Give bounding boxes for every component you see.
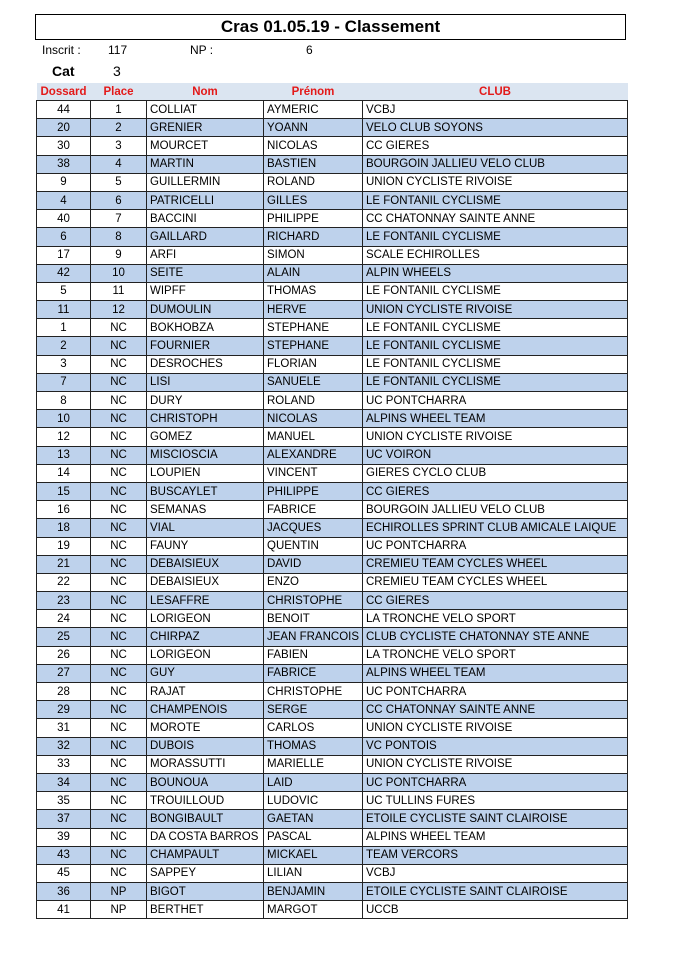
nom-cell: ARFI xyxy=(147,246,264,264)
club-cell: UNION CYCLISTE RIVOISE xyxy=(363,428,628,446)
place-cell: NC xyxy=(91,737,147,755)
club-cell: LA TRONCHE VELO SPORT xyxy=(363,610,628,628)
table-row xyxy=(37,555,628,573)
prenom-cell: THOMAS xyxy=(264,282,363,300)
dossard-cell: 19 xyxy=(37,537,91,555)
nom-cell: WIPFF xyxy=(147,282,264,300)
nom-cell: BACCINI xyxy=(147,210,264,228)
dossard-cell: 32 xyxy=(37,737,91,755)
table-row xyxy=(37,228,628,246)
prenom-cell: MANUEL xyxy=(264,428,363,446)
header-dossard: Dossard xyxy=(37,83,91,101)
prenom-cell: BENJAMIN xyxy=(264,883,363,901)
dossard-cell: 4 xyxy=(37,191,91,209)
table-row xyxy=(37,155,628,173)
dossard-cell: 27 xyxy=(37,664,91,682)
club-cell: LE FONTANIL CYCLISME xyxy=(363,337,628,355)
club-cell: ECHIROLLES SPRINT CLUB AMICALE LAIQUE xyxy=(363,519,628,537)
nom-cell: SAPPEY xyxy=(147,864,264,882)
prenom-cell: YOANN xyxy=(264,119,363,137)
prenom-cell: STEPHANE xyxy=(264,337,363,355)
table-row xyxy=(37,537,628,555)
nom-cell: DESROCHES xyxy=(147,355,264,373)
prenom-cell: STEPHANE xyxy=(264,319,363,337)
dossard-cell: 2 xyxy=(37,337,91,355)
header-place: Place xyxy=(91,83,147,101)
dossard-cell: 44 xyxy=(37,101,91,119)
nom-cell: SEITE xyxy=(147,264,264,282)
prenom-cell: GILLES xyxy=(264,191,363,209)
table-row xyxy=(37,373,628,391)
header-prenom: Prénom xyxy=(264,83,363,101)
table-row xyxy=(37,264,628,282)
club-cell: VCBJ xyxy=(363,864,628,882)
prenom-cell: NICOLAS xyxy=(264,410,363,428)
table-row xyxy=(37,773,628,791)
prenom-cell: PHILIPPE xyxy=(264,210,363,228)
prenom-cell: BENOIT xyxy=(264,610,363,628)
prenom-cell: FABRICE xyxy=(264,501,363,519)
place-cell: 7 xyxy=(91,210,147,228)
prenom-cell: CARLOS xyxy=(264,719,363,737)
nom-cell: MISCIOSCIA xyxy=(147,446,264,464)
nom-cell: GAILLARD xyxy=(147,228,264,246)
table-row xyxy=(37,355,628,373)
prenom-cell: SANUELE xyxy=(264,373,363,391)
dossard-cell: 18 xyxy=(37,519,91,537)
place-cell: NC xyxy=(91,755,147,773)
dossard-cell: 22 xyxy=(37,573,91,591)
place-cell: 6 xyxy=(91,191,147,209)
table-row xyxy=(37,755,628,773)
dossard-cell: 40 xyxy=(37,210,91,228)
dossard-cell: 41 xyxy=(37,901,91,919)
results-body xyxy=(37,101,628,919)
dossard-cell: 21 xyxy=(37,555,91,573)
dossard-cell: 14 xyxy=(37,464,91,482)
inscrit-label: Inscrit : xyxy=(42,43,81,57)
table-row xyxy=(37,482,628,500)
nom-cell: GUY xyxy=(147,664,264,682)
nom-cell: DURY xyxy=(147,392,264,410)
nom-cell: LOUPIEN xyxy=(147,464,264,482)
dossard-cell: 7 xyxy=(37,373,91,391)
prenom-cell: ALAIN xyxy=(264,264,363,282)
table-row xyxy=(37,810,628,828)
club-cell: CC GIERES xyxy=(363,592,628,610)
dossard-cell: 15 xyxy=(37,482,91,500)
nom-cell: BERTHET xyxy=(147,901,264,919)
table-row xyxy=(37,592,628,610)
dossard-cell: 34 xyxy=(37,773,91,791)
table-row xyxy=(37,646,628,664)
prenom-cell: JEAN FRANCOIS xyxy=(264,628,363,646)
club-cell: ALPIN WHEELS xyxy=(363,264,628,282)
prenom-cell: MARIELLE xyxy=(264,755,363,773)
club-cell: ALPINS WHEEL TEAM xyxy=(363,828,628,846)
place-cell: 11 xyxy=(91,282,147,300)
club-cell: UNION CYCLISTE RIVOISE xyxy=(363,755,628,773)
club-cell: UNION CYCLISTE RIVOISE xyxy=(363,173,628,191)
nom-cell: DA COSTA BARROS xyxy=(147,828,264,846)
nom-cell: SEMANAS xyxy=(147,501,264,519)
place-cell: NC xyxy=(91,319,147,337)
np-value: 6 xyxy=(306,43,313,57)
table-header-row xyxy=(37,83,628,101)
nom-cell: RAJAT xyxy=(147,683,264,701)
dossard-cell: 8 xyxy=(37,392,91,410)
prenom-cell: ALEXANDRE xyxy=(264,446,363,464)
dossard-cell: 24 xyxy=(37,610,91,628)
prenom-cell: VINCENT xyxy=(264,464,363,482)
club-cell: SCALE ECHIROLLES xyxy=(363,246,628,264)
table-row xyxy=(37,719,628,737)
dossard-cell: 10 xyxy=(37,410,91,428)
dossard-cell: 9 xyxy=(37,173,91,191)
nom-cell: CHRISTOPH xyxy=(147,410,264,428)
prenom-cell: MARGOT xyxy=(264,901,363,919)
prenom-cell: JACQUES xyxy=(264,519,363,537)
club-cell: UC TULLINS FURES xyxy=(363,792,628,810)
club-cell: TEAM VERCORS xyxy=(363,846,628,864)
club-cell: CC GIERES xyxy=(363,482,628,500)
table-row xyxy=(37,701,628,719)
nom-cell: BIGOT xyxy=(147,883,264,901)
dossard-cell: 12 xyxy=(37,428,91,446)
table-row xyxy=(37,119,628,137)
place-cell: NC xyxy=(91,592,147,610)
nom-cell: BOKHOBZA xyxy=(147,319,264,337)
club-cell: UC PONTCHARRA xyxy=(363,537,628,555)
place-cell: NC xyxy=(91,664,147,682)
place-cell: 3 xyxy=(91,137,147,155)
place-cell: NC xyxy=(91,573,147,591)
place-cell: NC xyxy=(91,537,147,555)
dossard-cell: 11 xyxy=(37,301,91,319)
place-cell: NC xyxy=(91,864,147,882)
dossard-cell: 45 xyxy=(37,864,91,882)
nom-cell: FOURNIER xyxy=(147,337,264,355)
cat-label: Cat xyxy=(52,63,75,79)
prenom-cell: FLORIAN xyxy=(264,355,363,373)
dossard-cell: 38 xyxy=(37,155,91,173)
club-cell: VCBJ xyxy=(363,101,628,119)
place-cell: NC xyxy=(91,428,147,446)
prenom-cell: SERGE xyxy=(264,701,363,719)
club-cell: CC CHATONNAY SAINTE ANNE xyxy=(363,701,628,719)
place-cell: NC xyxy=(91,373,147,391)
nom-cell: GUILLERMIN xyxy=(147,173,264,191)
prenom-cell: AYMERIC xyxy=(264,101,363,119)
club-cell: ETOILE CYCLISTE SAINT CLAIROISE xyxy=(363,810,628,828)
place-cell: NC xyxy=(91,610,147,628)
place-cell: NC xyxy=(91,792,147,810)
table-row xyxy=(37,628,628,646)
club-cell: ALPINS WHEEL TEAM xyxy=(363,664,628,682)
table-row xyxy=(37,191,628,209)
place-cell: NC xyxy=(91,810,147,828)
nom-cell: DUBOIS xyxy=(147,737,264,755)
dossard-cell: 42 xyxy=(37,264,91,282)
prenom-cell: DAVID xyxy=(264,555,363,573)
dossard-cell: 25 xyxy=(37,628,91,646)
table-row xyxy=(37,337,628,355)
nom-cell: LORIGEON xyxy=(147,646,264,664)
place-cell: NC xyxy=(91,555,147,573)
table-row xyxy=(37,901,628,919)
table-row xyxy=(37,683,628,701)
club-cell: UNION CYCLISTE RIVOISE xyxy=(363,719,628,737)
club-cell: LE FONTANIL CYCLISME xyxy=(363,191,628,209)
place-cell: NC xyxy=(91,646,147,664)
table-row xyxy=(37,101,628,119)
dossard-cell: 26 xyxy=(37,646,91,664)
prenom-cell: GAETAN xyxy=(264,810,363,828)
club-cell: UC PONTCHARRA xyxy=(363,773,628,791)
club-cell: LE FONTANIL CYCLISME xyxy=(363,319,628,337)
prenom-cell: ROLAND xyxy=(264,173,363,191)
prenom-cell: LAID xyxy=(264,773,363,791)
nom-cell: PATRICELLI xyxy=(147,191,264,209)
prenom-cell: NICOLAS xyxy=(264,137,363,155)
prenom-cell: QUENTIN xyxy=(264,537,363,555)
place-cell: NC xyxy=(91,410,147,428)
table-row xyxy=(37,301,628,319)
club-cell: LE FONTANIL CYCLISME xyxy=(363,373,628,391)
prenom-cell: PHILIPPE xyxy=(264,482,363,500)
table-row xyxy=(37,864,628,882)
header-nom: Nom xyxy=(147,83,264,101)
prenom-cell: SIMON xyxy=(264,246,363,264)
club-cell: VELO CLUB SOYONS xyxy=(363,119,628,137)
table-row xyxy=(37,883,628,901)
prenom-cell: HERVE xyxy=(264,301,363,319)
results-table xyxy=(36,83,628,919)
nom-cell: MORASSUTTI xyxy=(147,755,264,773)
place-cell: NC xyxy=(91,392,147,410)
np-label: NP : xyxy=(190,43,214,57)
club-cell: LE FONTANIL CYCLISME xyxy=(363,282,628,300)
place-cell: NP xyxy=(91,901,147,919)
nom-cell: GRENIER xyxy=(147,119,264,137)
dossard-cell: 39 xyxy=(37,828,91,846)
nom-cell: FAUNY xyxy=(147,537,264,555)
table-row xyxy=(37,737,628,755)
prenom-cell: CHRISTOPHE xyxy=(264,683,363,701)
dossard-cell: 20 xyxy=(37,119,91,137)
table-row xyxy=(37,446,628,464)
club-cell: ETOILE CYCLISTE SAINT CLAIROISE xyxy=(363,883,628,901)
table-row xyxy=(37,428,628,446)
nom-cell: LESAFFRE xyxy=(147,592,264,610)
dossard-cell: 13 xyxy=(37,446,91,464)
table-row xyxy=(37,792,628,810)
place-cell: 1 xyxy=(91,101,147,119)
place-cell: NC xyxy=(91,628,147,646)
club-cell: BOURGOIN JALLIEU VELO CLUB xyxy=(363,155,628,173)
club-cell: LE FONTANIL CYCLISME xyxy=(363,228,628,246)
club-cell: BOURGOIN JALLIEU VELO CLUB xyxy=(363,501,628,519)
dossard-cell: 35 xyxy=(37,792,91,810)
dossard-cell: 37 xyxy=(37,810,91,828)
club-cell: GIERES CYCLO CLUB xyxy=(363,464,628,482)
dossard-cell: 23 xyxy=(37,592,91,610)
place-cell: NC xyxy=(91,501,147,519)
dossard-cell: 16 xyxy=(37,501,91,519)
nom-cell: LORIGEON xyxy=(147,610,264,628)
dossard-cell: 31 xyxy=(37,719,91,737)
table-row xyxy=(37,828,628,846)
prenom-cell: PASCAL xyxy=(264,828,363,846)
club-cell: UC VOIRON xyxy=(363,446,628,464)
table-row xyxy=(37,319,628,337)
nom-cell: CHAMPENOIS xyxy=(147,701,264,719)
club-cell: CC GIERES xyxy=(363,137,628,155)
dossard-cell: 1 xyxy=(37,319,91,337)
club-cell: UC PONTCHARRA xyxy=(363,392,628,410)
header-club: CLUB xyxy=(363,83,628,101)
club-cell: CC CHATONNAY SAINTE ANNE xyxy=(363,210,628,228)
place-cell: 12 xyxy=(91,301,147,319)
page-title: Cras 01.05.19 - Classement xyxy=(35,14,626,40)
prenom-cell: LILIAN xyxy=(264,864,363,882)
prenom-cell: ROLAND xyxy=(264,392,363,410)
place-cell: NC xyxy=(91,446,147,464)
dossard-cell: 3 xyxy=(37,355,91,373)
prenom-cell: ENZO xyxy=(264,573,363,591)
prenom-cell: LUDOVIC xyxy=(264,792,363,810)
table-row xyxy=(37,846,628,864)
nom-cell: DEBAISIEUX xyxy=(147,555,264,573)
table-row xyxy=(37,664,628,682)
club-cell: UC PONTCHARRA xyxy=(363,683,628,701)
table-row xyxy=(37,610,628,628)
place-cell: NC xyxy=(91,683,147,701)
nom-cell: VIAL xyxy=(147,519,264,537)
nom-cell: LISI xyxy=(147,373,264,391)
place-cell: 2 xyxy=(91,119,147,137)
place-cell: 4 xyxy=(91,155,147,173)
table-row xyxy=(37,210,628,228)
cat-value: 3 xyxy=(113,63,121,79)
nom-cell: DUMOULIN xyxy=(147,301,264,319)
prenom-cell: FABRICE xyxy=(264,664,363,682)
dossard-cell: 6 xyxy=(37,228,91,246)
club-cell: CLUB CYCLISTE CHATONNAY STE ANNE xyxy=(363,628,628,646)
table-row xyxy=(37,137,628,155)
nom-cell: MOURCET xyxy=(147,137,264,155)
table-row xyxy=(37,173,628,191)
table-row xyxy=(37,410,628,428)
dossard-cell: 30 xyxy=(37,137,91,155)
club-cell: CREMIEU TEAM CYCLES WHEEL xyxy=(363,555,628,573)
nom-cell: TROUILLOUD xyxy=(147,792,264,810)
place-cell: NC xyxy=(91,519,147,537)
dossard-cell: 5 xyxy=(37,282,91,300)
table-row xyxy=(37,519,628,537)
table-row xyxy=(37,282,628,300)
club-cell: UCCB xyxy=(363,901,628,919)
table-row xyxy=(37,464,628,482)
place-cell: NC xyxy=(91,464,147,482)
place-cell: 10 xyxy=(91,264,147,282)
nom-cell: CHAMPAULT xyxy=(147,846,264,864)
nom-cell: DEBAISIEUX xyxy=(147,573,264,591)
dossard-cell: 28 xyxy=(37,683,91,701)
place-cell: NC xyxy=(91,846,147,864)
nom-cell: BONGIBAULT xyxy=(147,810,264,828)
nom-cell: MOROTE xyxy=(147,719,264,737)
table-row xyxy=(37,501,628,519)
place-cell: NC xyxy=(91,337,147,355)
club-cell: UNION CYCLISTE RIVOISE xyxy=(363,301,628,319)
nom-cell: MARTIN xyxy=(147,155,264,173)
club-cell: LA TRONCHE VELO SPORT xyxy=(363,646,628,664)
club-cell: ALPINS WHEEL TEAM xyxy=(363,410,628,428)
dossard-cell: 17 xyxy=(37,246,91,264)
dossard-cell: 33 xyxy=(37,755,91,773)
inscrit-value: 117 xyxy=(108,43,128,57)
place-cell: 9 xyxy=(91,246,147,264)
place-cell: 8 xyxy=(91,228,147,246)
place-cell: NC xyxy=(91,482,147,500)
prenom-cell: BASTIEN xyxy=(264,155,363,173)
table-row xyxy=(37,573,628,591)
prenom-cell: FABIEN xyxy=(264,646,363,664)
nom-cell: BUSCAYLET xyxy=(147,482,264,500)
place-cell: 5 xyxy=(91,173,147,191)
nom-cell: BOUNOUA xyxy=(147,773,264,791)
nom-cell: CHIRPAZ xyxy=(147,628,264,646)
club-cell: CREMIEU TEAM CYCLES WHEEL xyxy=(363,573,628,591)
club-cell: LE FONTANIL CYCLISME xyxy=(363,355,628,373)
dossard-cell: 36 xyxy=(37,883,91,901)
prenom-cell: THOMAS xyxy=(264,737,363,755)
place-cell: NC xyxy=(91,701,147,719)
nom-cell: COLLIAT xyxy=(147,101,264,119)
prenom-cell: CHRISTOPHE xyxy=(264,592,363,610)
place-cell: NC xyxy=(91,828,147,846)
place-cell: NC xyxy=(91,355,147,373)
dossard-cell: 29 xyxy=(37,701,91,719)
club-cell: VC PONTOIS xyxy=(363,737,628,755)
place-cell: NC xyxy=(91,773,147,791)
place-cell: NC xyxy=(91,719,147,737)
nom-cell: GOMEZ xyxy=(147,428,264,446)
place-cell: NP xyxy=(91,883,147,901)
table-row xyxy=(37,246,628,264)
dossard-cell: 43 xyxy=(37,846,91,864)
table-row xyxy=(37,392,628,410)
prenom-cell: MICKAEL xyxy=(264,846,363,864)
prenom-cell: RICHARD xyxy=(264,228,363,246)
